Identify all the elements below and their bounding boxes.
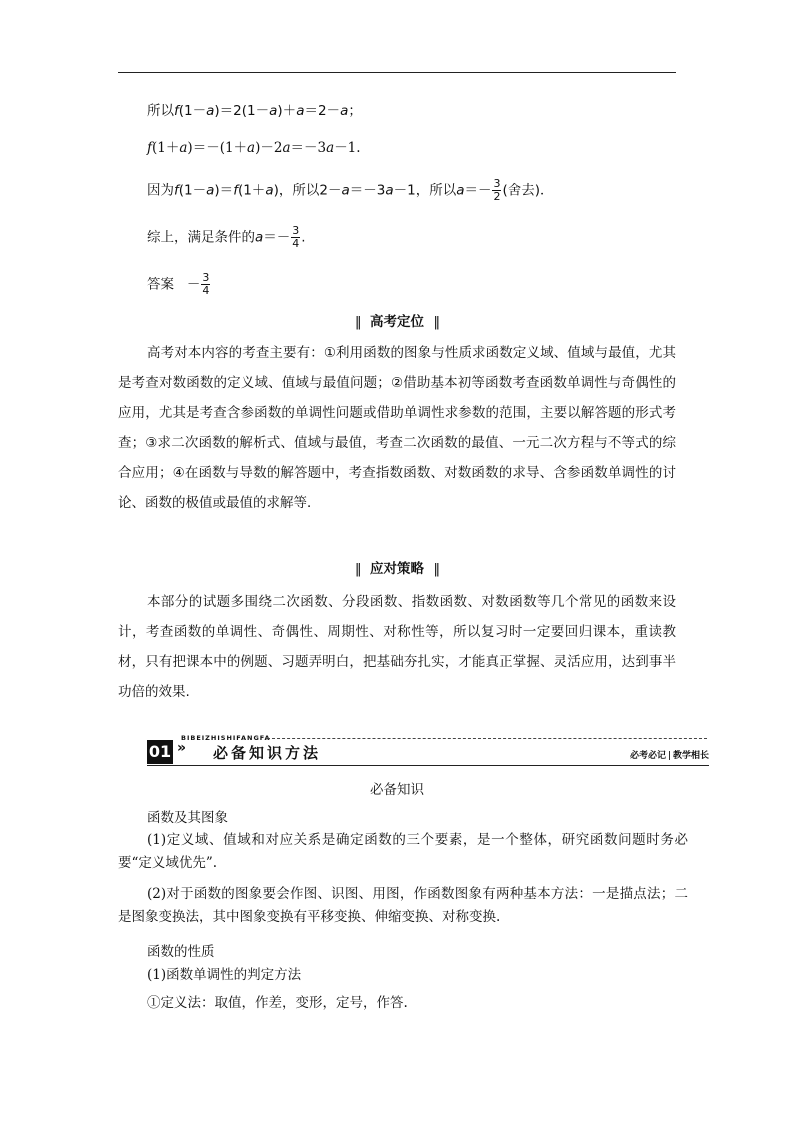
banner-number: 01 [147,740,173,764]
gaokao-paragraph: 高考对本内容的考查主要有：①利用函数的图象与性质求函数定义域、值域与最值，尤其是考查对数函数的定义域、值域与最值问题；②借助基本初等函数考查函数单调性与奇偶性的应用，尤其是考查含参函数的单调性问题或借助单调性求参数的范围，主要以解答题的形式考查；③求二次函数的解析式、值域与最值，考查二次函数的最值、一元二次方程与不等式的综合应用；④在函数与导数的解答题中，考查指数函数、对数函数的求导、含参函数单调性的讨论、函数的极值或最值的求解等． [118,345,676,511]
banner-tag: 必考必记 教学相长 [629,751,709,761]
math-line-4: 综上，满足条件的a＝－ $\frac{3}{4}$ . [147,224,306,250]
chapter-banner [147,734,709,770]
celue-paragraph: 本部分的试题多围绕二次函数、分段函数、指数函数、对数函数等几个常见的函数来设计，考查函数的单调性、奇偶性、周期性、对称性等，所以复习时一定要回归课本，重读教材，只有把课本中的例题、习题弄明白，把基础夯扎实，才能真正掌握、灵活应用，达到事半功倍的效果. [118,594,676,700]
answer-fraction: $\frac{3}{4}$ [202,271,210,297]
math-line-1: 所以f(1－a)＝2(1－a)＋a＝2－a； [147,103,362,119]
section-heading-celue: ‖ 应对策略 ‖ [354,561,440,577]
knowledge-subheading: 必备知识 [370,782,424,798]
knowledge-paragraph-2: (2)对于函数的图象要会作图、识图、用图，作函数图象有两种基本方法：一是描点法；二是图象变换法，其中图象变换有平移变换、伸缩变换、对称变换. [118,886,688,925]
banner-pinyin: BIBEIZHISHIFANGFA [181,734,271,742]
knowledge-paragraph-4: ①定义法：取值，作差，变形，定号，作答. [147,995,408,1011]
topic-heading-properties: 函数的性质 [147,944,215,960]
answer-label: 答案 [147,276,174,293]
banner-dashed-rule [267,738,707,739]
math-line-2: f(1＋a)＝－(1＋a)－2a＝－3a－1. [147,140,361,156]
knowledge-paragraph-1: (1)定义域、值域和对应关系是确定函数的三个要素，是一个整体，研究函数问题时务必要“定义域优先”. [118,832,688,871]
banner-bottom-rule [147,765,709,766]
answer-line: 答案 － $\frac{3}{4}$ [147,271,210,297]
header-rule [118,72,676,73]
topic-heading-graph: 函数及其图象 [147,810,228,826]
fraction: $\frac{3}{2}$ [493,177,501,203]
banner-title: 必备知识方法 [213,744,322,762]
chevron-right-icon: » [177,740,187,756]
section-heading-gaokao: ‖ 高考定位 ‖ [354,314,440,330]
math-line-3: 因为f(1－a)＝f(1＋a)，所以2－a＝－3a－1，所以a＝－ $\frac{3}{2}$ (舍去)． [147,177,554,203]
knowledge-paragraph-3: (1)函数单调性的判定方法 [147,967,302,983]
fraction: $\frac{3}{4}$ [292,224,300,250]
